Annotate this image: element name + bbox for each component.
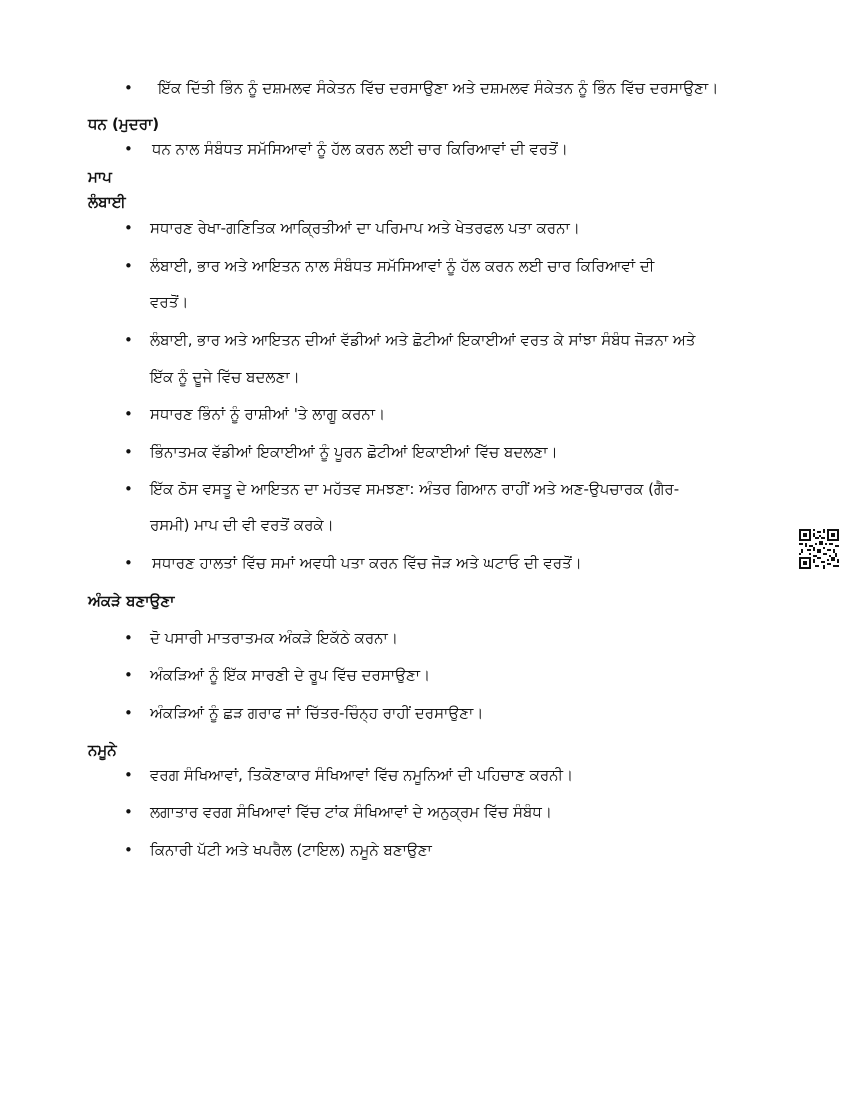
bullet-icon: • [124, 443, 133, 461]
list-item-text: ਸਧਾਰਣ ਰੇਖਾ-ਗਣਿਤਿਕ ਆਕ੍ਰਿਤੀਆਂ ਦਾ ਪਰਿਮਾਪ ਅਤੇ ਖੇਤਰਫਲ ਪਤਾ ਕਰਨਾ। [150, 219, 580, 237]
list-item-text: ਇੱਕ ਦਿੱਤੀ ਭਿੰਨ ਨੂੰ ਦਸ਼ਮਲਵ ਸੰਕੇਤਨ ਵਿੱਚ ਦਰਸਾਉਣਾ ਅਤੇ ਦਸ਼ਮਲਵ ਸੰਕੇਤਨ ਨੂੰ ਭਿੰਨ ਵਿੱਚ ਦਰਸਾਉਣਾ। [158, 79, 719, 97]
bullet-icon: • [124, 219, 133, 237]
bullet-icon: • [124, 803, 133, 821]
qr-code-icon[interactable] [799, 529, 839, 569]
list-item-text: ਧਨ ਨਾਲ ਸੰਬੰਧਤ ਸਮੱਸਿਆਵਾਂ ਨੂੰ ਹੱਲ ਕਰਨ ਲਈ ਚਾਰ ਕਿਰਿਆਵਾਂ ਦੀ ਵਰਤੋਂ। [152, 140, 568, 158]
bullet-icon: • [124, 480, 133, 498]
list-item-text: ਵਰਗ ਸੰਖਿਆਵਾਂ, ਤਿਕੋਣਾਕਾਰ ਸੰਖਿਆਵਾਂ ਵਿੱਚ ਨਮੂਨਿਆਂ ਦੀ ਪਹਿਚਾਣ ਕਰਨੀ। [150, 766, 574, 784]
list-item-text: ਲਗਾਤਾਰ ਵਰਗ ਸੰਖਿਆਵਾਂ ਵਿੱਚ ਟਾਂਕ ਸੰਖਿਆਵਾਂ ਦੇ ਅਨੁਕ੍ਰਮ ਵਿੱਚ ਸੰਬੰਧ। [150, 803, 552, 821]
list-item-text: ਇੱਕ ਠੋਸ ਵਸਤੂ ਦੇ ਆਇਤਨ ਦਾ ਮਹੱਤਵ ਸਮਝਣਾ: ਅੰਤਰ ਗਿਆਨ ਰਾਹੀਂ ਅਤੇ ਅਣ-ਉਪਚਾਰਕ (ਗੈਰ- [150, 480, 680, 498]
list-item-text-continuation: ਵਰਤੋਂ। [150, 293, 189, 311]
list-item-text: ਦੋ ਪਸਾਰੀ ਮਾਤਰਾਤਮਕ ਅੰਕੜੇ ਇਕੱਠੇ ਕਰਨਾ। [150, 629, 398, 647]
bullet-icon: • [124, 766, 133, 784]
bullet-icon: • [124, 405, 133, 423]
section-heading-length: ਲੰਬਾਈ [88, 193, 126, 211]
list-item-text: ਲੰਬਾਈ, ਭਾਰ ਅਤੇ ਆਇਤਨ ਦੀਆਂ ਵੱਡੀਆਂ ਅਤੇ ਛੋਟੀਆਂ ਇਕਾਈਆਂ ਵਰਤ ਕੇ ਸਾਂਝਾ ਸੰਬੰਧ ਜੋੜਨਾ ਅਤੇ [150, 331, 696, 349]
section-heading-patterns: ਨਮੂਨੇ [88, 741, 117, 759]
bullet-icon: • [124, 704, 133, 722]
list-item-text: ਲੰਬਾਈ, ਭਾਰ ਅਤੇ ਆਇਤਨ ਨਾਲ ਸੰਬੰਧਤ ਸਮੱਸਿਆਵਾਂ ਨੂੰ ਹੱਲ ਕਰਨ ਲਈ ਚਾਰ ਕਿਰਿਆਵਾਂ ਦੀ [150, 257, 655, 275]
bullet-icon: • [124, 140, 133, 158]
bullet-icon: • [124, 666, 133, 684]
bullet-icon: • [124, 257, 133, 275]
list-item-text: ਸਧਾਰਣ ਭਿੰਨਾਂ ਨੂੰ ਰਾਸ਼ੀਆਂ 'ਤੇ ਲਾਗੂ ਕਰਨਾ। [150, 405, 386, 423]
section-heading-data-handling: ਅੰਕੜੇ ਬਣਾਉਣਾ [88, 592, 175, 610]
list-item-text: ਭਿੰਨਾਤਮਕ ਵੱਡੀਆਂ ਇਕਾਈਆਂ ਨੂੰ ਪੂਰਨ ਛੋਟੀਆਂ ਇਕਾਈਆਂ ਵਿੱਚ ਬਦਲਣਾ। [150, 443, 558, 461]
bullet-icon: • [124, 554, 133, 572]
bullet-icon: • [124, 331, 133, 349]
list-item-text-continuation: ਇੱਕ ਨੂੰ ਦੂਜੇ ਵਿੱਚ ਬਦਲਣਾ। [150, 368, 300, 386]
list-item-text: ਅੰਕੜਿਆਂ ਨੂੰ ਇੱਕ ਸਾਰਣੀ ਦੇ ਰੂਪ ਵਿੱਚ ਦਰਸਾਉਣਾ। [150, 666, 431, 684]
list-item-text: ਅੰਕੜਿਆਂ ਨੂੰ ਛੜ ਗਰਾਫ ਜਾਂ ਚਿੱਤਰ-ਚਿੰਨ੍ਹ ਰਾਹੀਂ ਦਰਸਾਉਣਾ। [150, 704, 484, 722]
bullet-icon: • [124, 79, 133, 97]
section-heading-measurement: ਮਾਪ [88, 168, 112, 186]
bullet-icon: • [124, 841, 133, 859]
bullet-icon: • [124, 629, 133, 647]
section-heading-money: ਧਨ (ਮੁਦਰਾ) [88, 115, 160, 133]
list-item-text: ਕਿਨਾਰੀ ਪੱਟੀ ਅਤੇ ਖਪਰੈਲ (ਟਾਇਲ) ਨਮੂਨੇ ਬਣਾਉਣਾ [150, 841, 432, 859]
list-item-text: ਸਧਾਰਣ ਹਾਲਤਾਂ ਵਿੱਚ ਸਮਾਂ ਅਵਧੀ ਪਤਾ ਕਰਨ ਵਿੱਚ ਜੋੜ ਅਤੇ ਘਟਾਓ ਦੀ ਵਰਤੋਂ। [152, 554, 582, 572]
qr-code-graphic [799, 529, 839, 569]
list-item-text-continuation: ਰਸਮੀ) ਮਾਪ ਦੀ ਵੀ ਵਰਤੋਂ ਕਰਕੇ। [150, 516, 334, 534]
